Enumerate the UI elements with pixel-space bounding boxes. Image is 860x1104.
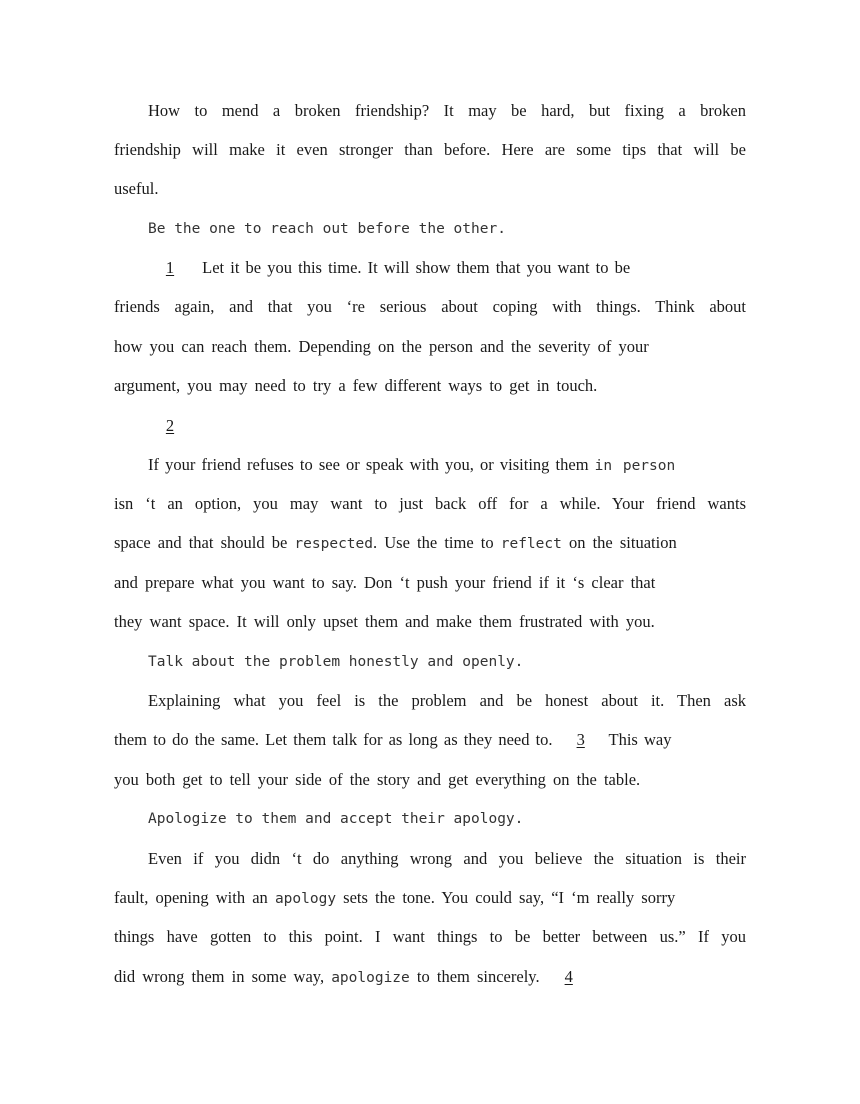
paragraph-3-line-1	[148, 454, 746, 476]
heading-apologize: Apologize to them and accept their apology.	[148, 811, 524, 827]
paragraph-2-line-2: friends again, and that you ‘re serious about coping with things. Think about	[114, 297, 746, 316]
paragraph-2-line-4: argument, you may need to try a few different ways to get in touch.	[114, 376, 598, 395]
blank-2: 2	[165, 416, 175, 435]
term-reflect: reflect	[500, 536, 562, 552]
paragraph-3-line-2: isn ‘t an option, you may want to just back off for a while. Your friend wants	[114, 494, 746, 513]
term-respected: respected	[294, 536, 373, 552]
paragraph-5-line-2-text-a: fault, opening with an	[114, 888, 268, 907]
term-in-person: in person	[594, 458, 676, 474]
paragraph-5-line-2	[114, 887, 746, 909]
blank-2-line	[148, 415, 746, 437]
blank-1: 1	[165, 258, 175, 277]
paragraph-5-line-4	[114, 966, 746, 988]
paragraph-3-line-5: they want space. It will only upset them and make them frustrated with you.	[114, 612, 655, 631]
blank-4: 4	[564, 967, 573, 986]
heading-reach-out: Be the one to reach out before the other.	[148, 221, 506, 237]
paragraph-3-line-3-text-a: space and that should be	[114, 533, 288, 552]
paragraph-4-line-3: you both get to tell your side of the story and get everything on the table.	[114, 770, 641, 789]
paragraph-4-line-2-text-a: them to do the same. Let them talk for as long as they need to.	[114, 730, 553, 749]
paragraph-3-line-3-text-c: on the situation	[568, 533, 677, 552]
paragraph-3-line-4: and prepare what you want to say. Don ‘t push your friend if it ‘s clear that	[114, 573, 656, 592]
paragraph-4-line-1: Explaining what you feel is the problem and be honest about it. Then ask	[148, 691, 746, 710]
paragraph-2-line-1-text: Let it be you this time. It will show them that you want to be	[202, 258, 631, 277]
paragraph-4-line-2-text-b: This way	[608, 730, 672, 749]
paragraph-5-line-3: things have gotten to this point. I want things to be better between us.” If you	[114, 927, 746, 946]
paragraph-2-line-1	[148, 257, 746, 279]
paragraph-5-line-1: Even if you didn ‘t do anything wrong and you believe the situation is their	[148, 849, 746, 868]
paragraph-1-line-3: useful.	[114, 179, 159, 198]
paragraph-1-line-1: How to mend a broken friendship? It may be hard, but fixing a broken	[148, 101, 746, 120]
paragraph-1-line-2: friendship will make it even stronger than before. Here are some tips that will be	[114, 140, 746, 159]
term-apologize: apologize	[331, 970, 410, 986]
paragraph-3-line-3-text-b: . Use the time to	[373, 533, 494, 552]
paragraph-2-line-3: how you can reach them. Depending on the person and the severity of your	[114, 337, 649, 356]
paragraph-5-line-2-text-b: sets the tone. You could say, “I ‘m really sorry	[343, 888, 676, 907]
paragraph-5-line-4-text-b: to them sincerely.	[416, 967, 540, 986]
term-apology: apology	[274, 891, 337, 907]
paragraph-5-line-4-text-a: did wrong them in some way,	[114, 967, 325, 986]
paragraph-3-line-3	[114, 532, 746, 554]
paragraph-3-line-1-text: If your friend refuses to see or speak with you, or visiting them	[148, 455, 589, 474]
paragraph-4-line-2	[114, 729, 746, 751]
blank-3: 3	[576, 730, 585, 749]
heading-talk-honestly: Talk about the problem honestly and openly.	[148, 654, 524, 670]
